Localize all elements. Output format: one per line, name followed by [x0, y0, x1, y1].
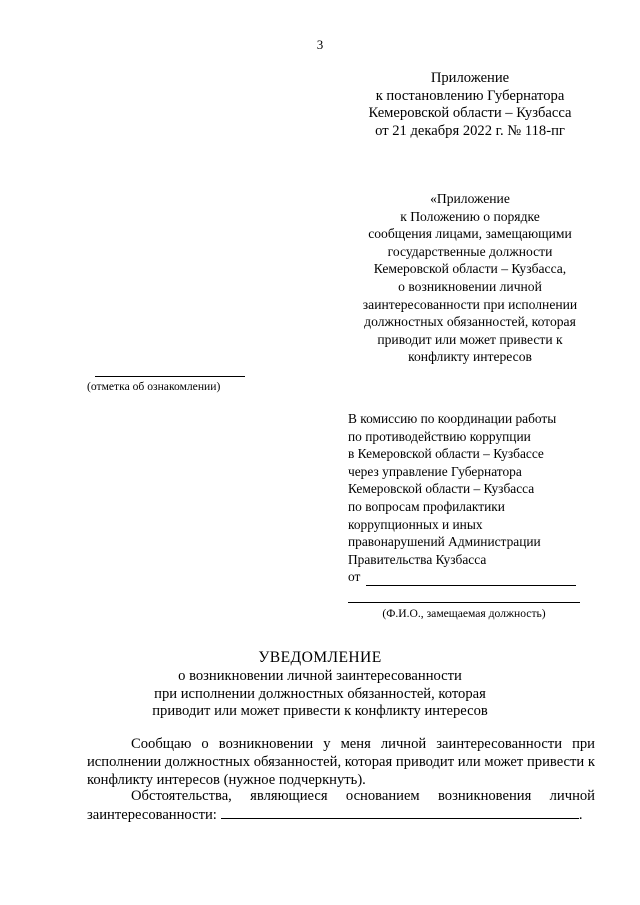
appendix-sub-line: сообщения лицами, замещающими [368, 226, 572, 242]
appendix-sub-line: конфликту интересов [408, 349, 532, 365]
appendix-sub-line: о возникновении личной [398, 278, 542, 294]
appendix-sub-line: заинтересованности при исполнении [362, 296, 578, 312]
from-row [348, 568, 608, 586]
appendix-sub-line: приводит или может привести к [377, 331, 563, 347]
addressee-line: через управление Губернатора [348, 463, 522, 479]
addressee-line: коррупционных и иных [348, 516, 483, 532]
addressee-line: правонарушений Администрации [348, 534, 541, 550]
appendix-line: Кемеровской области – Кузбасса [368, 105, 572, 122]
addressee-line: в Кемеровской области – Кузбассе [348, 446, 544, 462]
appendix-sub-line: должностных обязанностей, которая [364, 314, 576, 330]
from-position-line [348, 588, 580, 603]
circumstances-end: . [578, 806, 583, 823]
circumstances-blank-line [221, 806, 579, 819]
appendix-sub-line: к Положению о порядке [400, 208, 540, 224]
paragraph-notification: Сообщаю о возникновении у меня личной заинтересованности при исполнении должностных обязанностей, которая приводит или может привести к конфликту интересов (нужное подчеркнуть). [87, 736, 595, 788]
appendix-sub-line: Кемеровской области – Кузбасса, [373, 261, 567, 277]
notice-subtitle-line: при исполнении должностных обязанностей, которая [154, 685, 486, 702]
notice-subtitle [0, 668, 640, 721]
appendix-line: Приложение [430, 70, 510, 86]
addressee-line: по вопросам профилактики [348, 498, 505, 514]
from-caption: (Ф.И.О., замещаемая должность) [382, 606, 546, 620]
appendix-sub-line: государственные должности [387, 243, 553, 259]
notice-title: УВЕДОМЛЕНИЕ [258, 649, 382, 666]
page-number: 3 [316, 37, 324, 52]
from-label: от [348, 569, 361, 585]
addressee-line: Правительства Кузбасса [348, 551, 487, 567]
circumstances-text: Обстоятельства, являющиеся основанием возникновения личной заинтересованности: [87, 788, 595, 823]
addressee-line: Кемеровской области – Кузбасса [348, 481, 535, 497]
notice-subtitle-line: о возникновении личной заинтересованности [178, 668, 462, 684]
addressee-block [348, 410, 608, 623]
appendix-line: к постановлению Губернатора [375, 87, 565, 104]
addressee-line: В комиссию по координации работы [348, 411, 557, 426]
appendix-line: от 21 декабря 2022 г. № 118-пг [375, 122, 565, 139]
acknowledgement-caption: (отметка об ознакомлении) [87, 380, 221, 393]
appendix-sub-line: «Приложение [430, 191, 510, 206]
from-name-line [366, 572, 576, 586]
appendix-sub-header [330, 190, 610, 366]
appendix-header [330, 70, 610, 140]
acknowledgement-line [95, 366, 245, 377]
addressee-line: по противодействию коррупции [348, 428, 531, 444]
paragraph-circumstances [87, 788, 595, 825]
acknowledgement-block [87, 366, 247, 393]
notice-subtitle-line: приводит или может привести к конфликту интересов [152, 703, 488, 720]
